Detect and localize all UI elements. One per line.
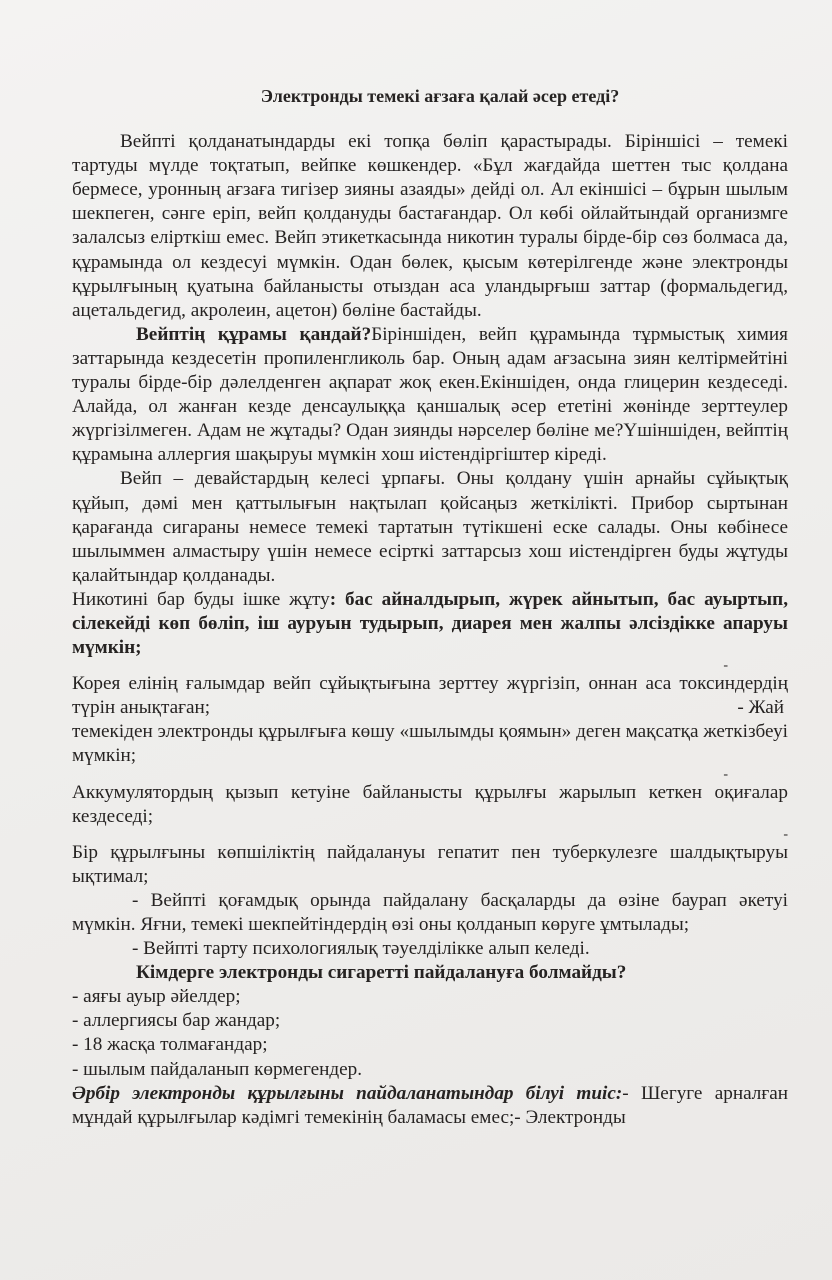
must-know-heading: Әрбір электронды құрылғыны пайдаланатындар білуі тиіс: <box>72 1082 623 1104</box>
section-heading-who <box>72 961 788 985</box>
composition-heading: Вейптің құрамы қандай? <box>136 323 372 345</box>
korea-tail: - Жай <box>737 697 784 719</box>
nicotine-lead: Никотині бар буды ішке жұту <box>72 588 330 610</box>
who-heading-text: Кімдерге электронды сигаретті пайдалануға болмайды? <box>136 962 627 984</box>
list-item: - аллергиясы бар жандар; <box>72 1010 281 1032</box>
paragraph-korea <box>72 672 788 720</box>
korea-text: Корея елінің ғалымдар вейп сұйықтығына зерттеу жүргізіп, оннан аса токсиндердің түрін анықтаған; <box>72 673 788 719</box>
list-item: - аяғы ауыр әйелдер; <box>72 986 241 1008</box>
paragraph-must-know <box>72 1082 788 1130</box>
paragraph-composition <box>72 323 788 468</box>
stray-dash-3: - <box>783 826 788 842</box>
paragraph-public: - Вейпті қоғамдық орында пайдалану басқаларды да өзіне баурап әкетуі мүмкін. Яғни, темекі шекпейтіндердің өзі оны қолданып көруге ұмтылады; <box>72 889 788 935</box>
composition-text: Біріншіден, вейп құрамында тұрмыстық химия заттарында кездесетін пропиленгликоль бар. Оның адам ағзасына зиян келтірмейтіні туралы бірде-бір дәлелденген ақпарат жоқ екен.Екіншіден, онда глицерин кездеседі. Алайда, ол жанған кезде денсаулыққа қаншалық әсер ететіні жөнінде зерттеулер жүргізілмеген. Адам не жұтады? Одан зиянды нәрселер бөліне ме?Үшіншіден, вейптің құрамына аллергия шақыруы мүмкін хош иістендіргіштер кіреді. <box>72 323 788 466</box>
paragraph-nicotine <box>72 588 788 660</box>
list-item: - 18 жасқа толмағандар; <box>72 1034 268 1056</box>
document-title: Электронды темекі ағзаға қалай әсер етеді? <box>260 86 620 106</box>
paragraph-device: Вейп – девайстардың келесі ұрпағы. Оны қолдану үшін арнайы сұйықтық құйып, дәмі мен қаттылығын нақтылап қойсаңыз жеткілікті. Прибор сыртынан қарағанда сигараны немесе темекі тартатын түтікшені еске салады. Оны көбінесе шылыммен алмастыру үшін немесе есірткі заттарсыз хош иістендірген буды жұтуды қалайтындар қолданады. <box>72 468 788 586</box>
nicotine-effects: бас айналдырып, жүрек айнытып, бас ауыртып, сілекейді көп бөліп, іш ауруын тудырып, диарея мен жалпы әлсіздікке апаруы мүмкін; <box>72 588 788 659</box>
paragraph-intro: Вейпті қолданатындарды екі топқа бөліп қарастырады. Біріншісі – темекі тартуды мүлде тоқтатып, вейпке көшкендер. «Бұл жағдайда шеттен тыс қолдана бермесе, уронның ағзаға тигізер зияны азаяды» дейді ол. Ал екіншісі – бұрын шылым шекпеген, сәнге еріп, вейп қолдануды бастағандар. Ол көбі ойлайтындай организмге залалсыз елірткіш емес. Вейп этикеткасында никотин туралы бірде-бір сөз болмаса да, құрамында ол кездесуі мүмкін. Одан бөлек, қысым көтерілгенде және электронды құрылғының қуатына байланысты отыздан аса уландырғыш заттар (формальдегид, ацетальдегид, акролеин, ацетон) бөліне бастайды. <box>72 131 788 321</box>
list-item: - шылым пайдаланып көрмегендер. <box>72 1058 363 1080</box>
paragraph-switch: темекіден электронды құрылғыға көшу «шылымды қоямын» деген мақсатқа жеткізбеуі мүмкін; <box>72 721 788 767</box>
stray-dash-1: - <box>723 658 728 674</box>
document-page <box>72 84 788 1130</box>
stray-dash-2: - <box>723 766 728 782</box>
paragraph-shared: Бір құрылғыны көпшіліктің пайдалануы гепатит пен туберкулезге шалдықтыруы ықтимал; <box>72 841 788 887</box>
must-know-text: - Шегуге арналған мұндай құрылғылар кәдімгі темекінің баламасы емес;- Электронды <box>72 1082 788 1128</box>
paragraph-dependence: - Вейпті тарту психологиялық тәуелділікке алып келеді. <box>132 938 590 960</box>
paragraph-battery: Аккумулятордың қызып кетуіне байланысты құрылғы жарылып кеткен оқиғалар кездеседі; <box>72 781 788 827</box>
nicotine-colon: : <box>329 588 337 610</box>
